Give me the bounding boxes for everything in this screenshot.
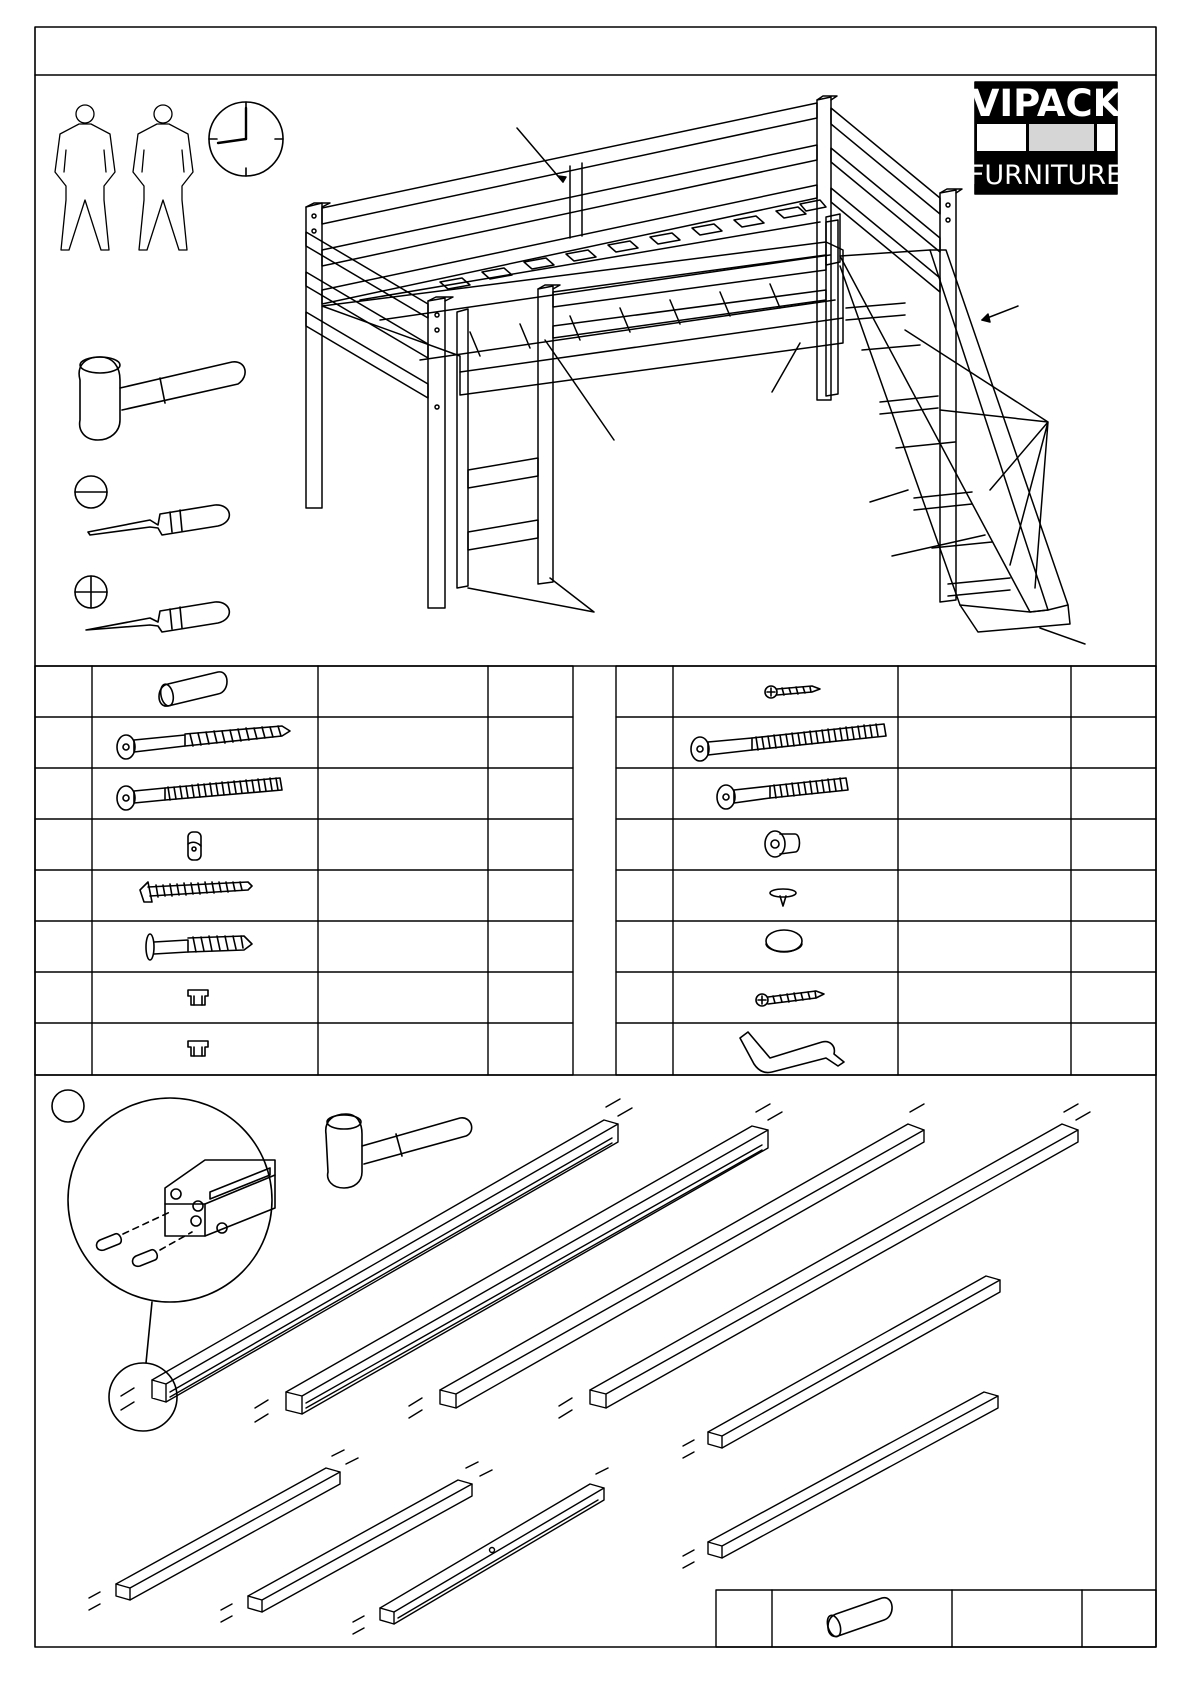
sleeve-nut-icon xyxy=(765,831,800,857)
cover-cap-icon xyxy=(188,990,208,1005)
phillips-screwdriver-icon xyxy=(75,576,229,632)
flat-head-screw-icon xyxy=(146,934,252,960)
logo-line1: VIPACK xyxy=(970,82,1122,125)
wooden-dowel-icon xyxy=(159,672,227,707)
flat-screwdriver-icon xyxy=(75,476,229,535)
rubber-mallet-icon xyxy=(326,1114,472,1188)
parts-table-right xyxy=(616,666,1156,1075)
wooden-dowel-icon xyxy=(825,1598,892,1639)
page-border xyxy=(35,27,1156,1647)
countersunk-screw-long-icon xyxy=(140,882,252,902)
clock-icon xyxy=(209,102,283,176)
bed-rails-with-dowels xyxy=(89,1099,1090,1634)
full-thread-bolt-medium-icon xyxy=(717,778,848,809)
barrel-nut-icon xyxy=(188,832,201,860)
cover-cap-icon xyxy=(188,1041,208,1056)
tack-nail-icon xyxy=(770,889,796,906)
allen-key-icon xyxy=(740,1032,844,1073)
rubber-mallet-icon xyxy=(79,357,245,440)
vipack-logo xyxy=(969,82,1123,194)
step-number-badge xyxy=(52,1090,84,1122)
parts-table-left xyxy=(35,666,573,1075)
wood-screw-icon xyxy=(756,991,824,1006)
full-thread-bolt-long-icon xyxy=(117,778,282,810)
full-thread-bolt-xlong-icon xyxy=(691,724,886,761)
step-parts-table xyxy=(716,1590,1156,1647)
logo-line2: FURNITURE xyxy=(968,160,1124,191)
assembly-persons-icon xyxy=(55,105,193,250)
small-wood-screw-icon xyxy=(765,686,820,698)
partial-thread-bolt-icon xyxy=(117,726,290,759)
round-plug-icon xyxy=(766,930,802,952)
